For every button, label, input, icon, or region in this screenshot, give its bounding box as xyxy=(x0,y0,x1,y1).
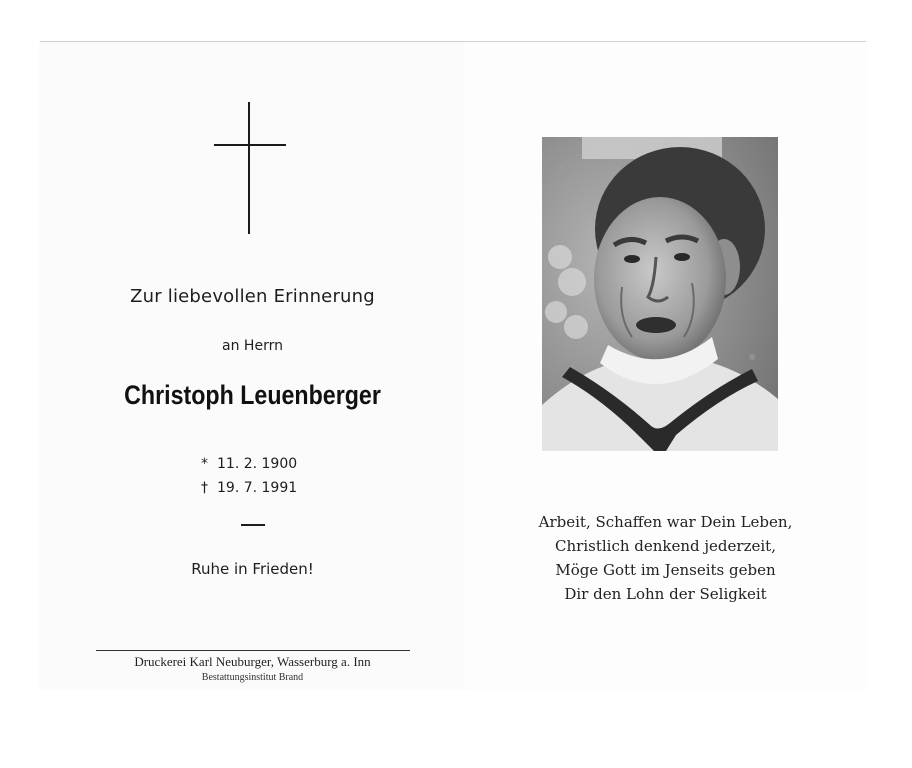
birth-symbol: * xyxy=(201,456,208,472)
birth-line xyxy=(201,452,297,476)
left-panel xyxy=(40,42,465,689)
cross-icon xyxy=(214,102,286,234)
funeral-home-credit: Bestattungsinstitut Brand xyxy=(201,672,304,683)
death-date: 19. 7. 1991 xyxy=(217,480,298,496)
right-panel xyxy=(465,42,866,689)
memorial-poem xyxy=(465,510,866,606)
portrait-photo xyxy=(542,137,778,451)
salutation-text: an Herrn xyxy=(222,338,283,354)
intro-text: Zur liebevollen Erinnerung xyxy=(130,286,375,307)
poem-line: Christlich denkend jederzeit, xyxy=(555,537,776,555)
deceased-name: Christoph Leuenberger xyxy=(124,380,381,410)
printer-credit: Druckerei Karl Neuburger, Wasserburg a. Inn xyxy=(134,654,371,669)
death-symbol: † xyxy=(201,480,208,496)
divider-dash xyxy=(241,524,265,526)
poem-line: Dir den Lohn der Seligkeit xyxy=(564,585,767,603)
poem-line: Arbeit, Schaffen war Dein Leben, xyxy=(538,513,793,531)
birth-date: 11. 2. 1900 xyxy=(217,456,298,472)
footer-rule xyxy=(96,650,410,651)
death-line xyxy=(201,476,297,500)
poem-line: Möge Gott im Jenseits geben xyxy=(555,561,776,579)
life-dates xyxy=(201,452,297,500)
closing-text: Ruhe in Frieden! xyxy=(191,560,314,578)
